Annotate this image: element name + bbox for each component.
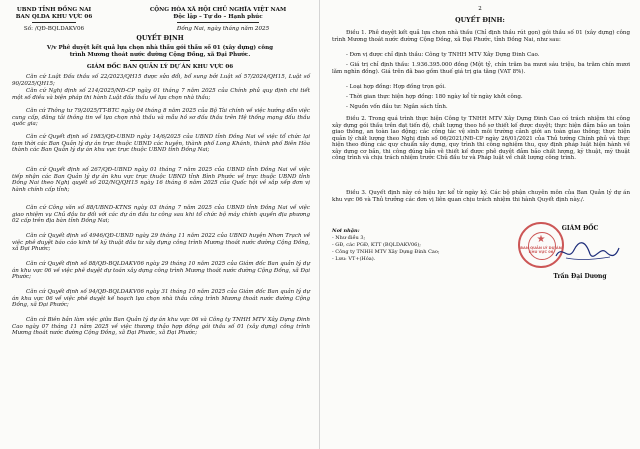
- document-number: Số: /QĐ-BQLDAKV06: [23, 26, 85, 32]
- stamp-text: BAN QUẢN LÝ DỰ ÁN KHU VỰC 06: [520, 246, 562, 254]
- recipient-1: - Như điều 3;: [332, 235, 366, 241]
- republic-name: CỘNG HÒA XÃ HỘI CHỦ NGHĨA VIỆT NAM: [149, 7, 287, 13]
- recipient-2: - GĐ, các PGĐ, KTT (BQLDAKV06);: [332, 242, 421, 248]
- article-2: Điều 2. Trong quá trình thực hiện Công ty TNHH MTV Xây Dựng Đinh Cao có trách nhiệm thi công xây dựng gói thầu trên đạt tiến độ, chất lượng theo hồ sơ thiết kế được duyệt; thực hiện đảm bảo an toàn giao thông, an toàn lao động; các công tác vệ sinh môi trường cảnh giới an toàn giao thông; thực hiện quản lý chất lượng theo Nghị định số 06/2021/NĐ-CP ngày 26/01/2021 của Thủ tướng Chính phủ và thực hiện theo đúng các quy chuẩn xây dựng, quy trình thi công nghiệm thu, quy định pháp luật hiện hành về xây dựng cơ bản, thi công đúng bản vẽ thiết kế được phê duyệt đảm bảo chất lượng, kỹ thuật, mỹ thuật công trình và chịu trách nhiệm trước Chủ đầu tư và Pháp luật về chất lượng công trình.: [332, 116, 630, 161]
- recipient-3: - Công ty TNHH MTV Xây Dựng Đinh Cao;: [332, 249, 440, 255]
- signature-image: [552, 238, 622, 266]
- legal-basis-5: Căn cứ Quyết định số 267/QĐ-UBND ngày 01 tháng 7 năm 2025 của UBND tỉnh Đồng Nai về việc tiếp nhận các Ban Quản lý dự án khu vực trực thuộc UBND tỉnh Bình Phước về trực thuộc UBND tỉnh Đồng Nai theo Nghị quyết số 202/NQ/QH15 ngày 16 tháng 6 năm 2025 của Quốc hội về sắp xếp đơn vị hành chính cấp tỉnh;: [12, 167, 310, 193]
- decision-heading: QUYẾT ĐỊNH:: [455, 17, 505, 24]
- motto-underline: [177, 22, 259, 23]
- document-page-2: [320, 0, 640, 449]
- signer-name: Trần Đại Dương: [553, 273, 607, 280]
- contract-type-item: - Loại hợp đồng: Hợp đồng trọn gói.: [346, 84, 446, 90]
- subject-underline: [130, 60, 190, 61]
- article-1: Điều 1. Phê duyệt kết quả lựa chọn nhà thầu (Chỉ định thầu rút gọn) gói thầu số 01 (xây dựng) công trình Mương thoát nước đường Cộng Đồng, xã Đại Phước, tỉnh Đồng Nai, như sau:: [332, 30, 630, 43]
- legal-basis-9: Căn cứ Quyết định số 94/QĐ-BQLDAKV06 ngày 31 tháng 10 năm 2025 của Giám đốc Ban quản lý dự án khu vực 06 về việc phê duyệt kế hoạch lựa chọn nhà thầu công trình Mương thoát nước đường Cộng Đồng, xã Đại Phước;: [12, 289, 310, 308]
- contract-value-item: - Giá trị chỉ định thầu: 1.936.395.000 đồng (Một tỷ, chín trăm ba mươi sáu triệu, ba trăm chín mươi lăm nghìn đồng). Giá trên đã bao gồm thuế giá trị gia tăng (VAT 8%).: [332, 62, 630, 75]
- legal-basis-7: Căn cứ Quyết định số 4946/QĐ-UBND ngày 29 tháng 11 năm 2022 của UBND huyện Nhơn Trạch về việc phê duyệt báo cáo kinh tế kỹ thuật đầu tư xây dựng công trình Mương thoát nước đường Cộng Đồng, xã Đại Phước;: [12, 233, 310, 252]
- article-3: Điều 3. Quyết định này có hiệu lực kể từ ngày ký. Các bộ phận chuyên môn của Ban Quản lý dự án khu vực 06 và Thủ trưởng các đơn vị liên quan chịu trách nhiệm thi hành Quyết định này./.: [332, 190, 630, 203]
- document-type-title: QUYẾT ĐỊNH: [136, 35, 184, 42]
- issuer-heading: GIÁM ĐỐC BAN QUẢN LÝ DỰ ÁN KHU VỰC 06: [86, 64, 234, 70]
- subject-line1: V/v Phê duyệt kết quả lựa chọn nhà thầu gói thầu số 01 (xây dựng) công: [46, 45, 274, 51]
- legal-basis-1: Căn cứ Luật Đấu thầu số 22/2023/QH15 được sửa đổi, bổ sung bởi Luật số 57/2024/QH15, Luật số 90/2025/QH15;: [12, 74, 310, 87]
- legal-basis-2: Căn cứ Nghị định số 214/2025/NĐ-CP ngày 01 tháng 7 năm 2025 của Chính phủ quy định chi tiết một số điều và biện pháp thi hành Luật đấu thầu về lựa chọn nhà thầu;: [12, 88, 310, 101]
- contract-duration-item: - Thời gian thực hiện hợp đồng: 180 ngày kể từ ngày khởi công.: [346, 94, 523, 100]
- legal-basis-3: Căn cứ Thông tư 79/2025/TT-BTC ngày 04 tháng 8 năm 2025 của Bộ Tài chính về việc hướng dẫn việc cung cấp, đăng tải thông tin về lựa chọn nhà thầu và mẫu hồ sơ đấu thầu trên Hệ thống mạng đấu thầu quốc gia;: [12, 108, 310, 127]
- agency-underline: [32, 22, 76, 23]
- legal-basis-4: Căn cứ Quyết định số 1983/QĐ-UBND ngày 14/6/2025 của UBND tỉnh Đồng Nai về việc tổ chức lại tạm thời các Ban Quản lý dự án trực thuộc UBND các huyện, thành phố Long Khánh, thành phố Biên Hòa thành các Ban Quản lý dự án khu vực trực thuộc UBND tỉnh Đồng Nai;: [12, 134, 310, 153]
- legal-basis-10: Căn cứ Biên bản làm việc giữa Ban Quản lý dự án khu vực 06 và Công ty TNHH MTV Xây Dựng Đinh Cao ngày 07 tháng 11 năm 2025 về việc thương thảo hợp đồng gói thầu số 01 (xây dựng) công trình Mương thoát nước đường Cộng Đồng, xã Đại Phước, xã Đại Phước;: [12, 317, 310, 336]
- recipient-4: - Lưu: VT+(Hóa).: [332, 256, 376, 262]
- subject-line2: trình Mương thoát nước đường Cộng Đồng, xã Đại Phước.: [69, 52, 251, 58]
- signer-title: GIÁM ĐỐC: [561, 225, 599, 232]
- agency-name-line1: UBND TỈNH ĐỒNG NAI: [16, 7, 92, 13]
- agency-name-line2: BAN QLDA KHU VỰC 06: [15, 14, 93, 20]
- recipients-title: Nơi nhận:: [332, 228, 360, 234]
- legal-basis-6: Căn cứ Công văn số 88/UBND-KTNS ngày 03 tháng 7 năm 2025 của UBND tỉnh Đồng Nai về việc giao nhiệm vụ Chủ đầu tư đối với các dự án đầu tư công sau khi tổ chức bộ máy chính quyền địa phương 02 cấp trên địa bàn tỉnh Đồng Nai;: [12, 205, 310, 224]
- issue-date: Đồng Nai, ngày tháng năm 2025: [176, 26, 270, 32]
- legal-basis-8: Căn cứ Quyết định số 88/QĐ-BQLDAKV06 ngày 29 tháng 10 năm 2025 của Giám đốc Ban quản lý dự án khu vực 06 về việc phê duyệt dự toán xây dựng công trình Mương thoát nước đường Cộng Đồng, xã Đại Phước;: [12, 261, 310, 280]
- funding-source-item: - Nguồn vốn đầu tư: Ngân sách tỉnh.: [346, 104, 448, 110]
- national-motto: Độc lập – Tự do – Hạnh phúc: [173, 14, 263, 20]
- official-stamp: ★ BAN QUẢN LÝ DỰ ÁN KHU VỰC 06: [518, 222, 564, 268]
- contractor-item: - Đơn vị được chỉ định thầu: Công ty TNHH MTV Xây Dựng Đinh Cao.: [346, 52, 540, 58]
- page-number: 2: [478, 6, 482, 12]
